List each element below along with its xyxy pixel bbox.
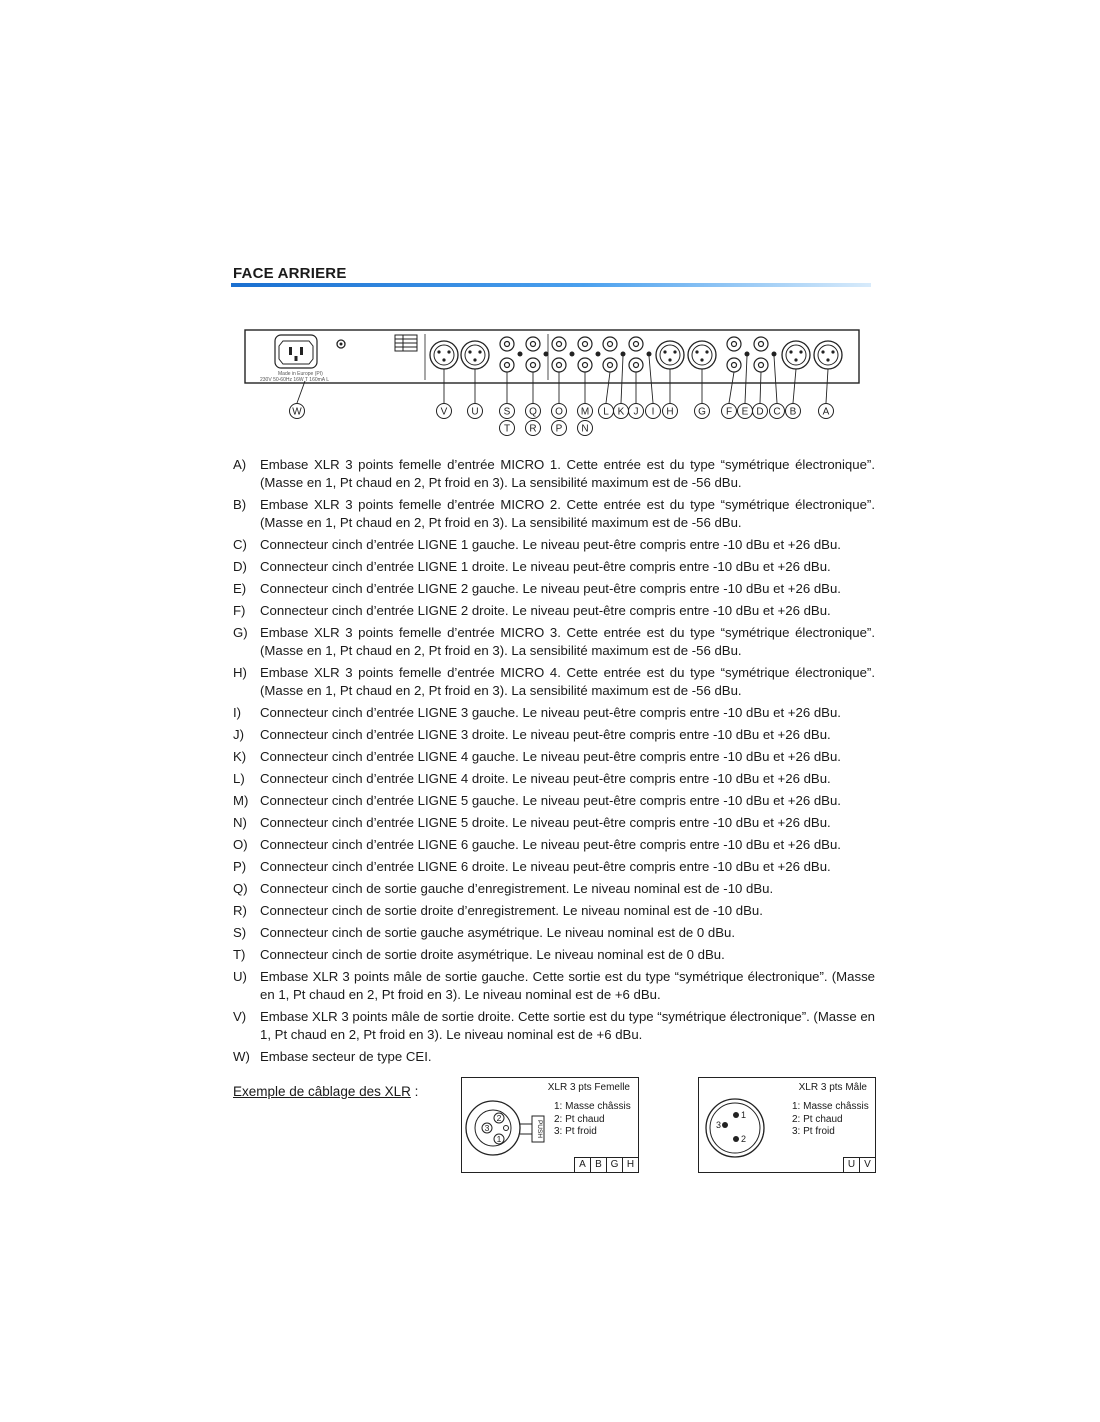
item-key: R): [233, 903, 247, 918]
ref-cell: H: [622, 1157, 638, 1172]
xlr-male-title: XLR 3 pts Mâle: [798, 1082, 867, 1093]
legend-item: 1: Masse châssis: [792, 1101, 869, 1112]
callout-b: B: [789, 406, 797, 418]
serial-label-icon: [395, 335, 417, 351]
item-key: I): [233, 705, 242, 720]
list-item: [233, 580, 875, 598]
callout-l: L: [603, 406, 609, 418]
xlr-female-connector-icon: [462, 1078, 552, 1172]
legend-item: 3: Pt froid: [554, 1126, 597, 1137]
callout-m: M: [580, 406, 590, 418]
list-item: [233, 748, 875, 766]
item-text: Embase XLR 3 points femelle d’entrée MICRO 1. Cette entrée est du type “symétrique électronique”. (Masse en 1, Pt chaud en 2, Pt froid en 3). La sensibilité maximum est de -56 dBu.: [260, 457, 875, 490]
xlr-input-h-icon: [656, 341, 684, 369]
item-key: Q): [233, 881, 248, 896]
item-key: P): [233, 859, 247, 874]
callout-t: T: [503, 423, 511, 435]
xlr-wiring-example-label: [233, 1084, 418, 1099]
item-text: Connecteur cinch de sortie droite d’enregistrement. Le niveau nominal est de -10 dBu.: [260, 903, 763, 918]
list-item: [233, 770, 875, 788]
item-text: Connecteur cinch d’entrée LIGNE 1 droite. Le niveau peut-être compris entre -10 dBu et +26 dBu.: [260, 559, 831, 574]
callout-f: F: [725, 406, 733, 418]
panel-small-text-1: Made in Europe (PI): [278, 371, 323, 377]
example-label-colon: :: [414, 1084, 419, 1099]
callout-c: C: [773, 406, 781, 418]
item-key: H): [233, 665, 247, 680]
list-item: [233, 968, 875, 1004]
female-pin-2: 2: [496, 1113, 502, 1123]
item-key: U): [233, 969, 247, 984]
ref-cell: U: [843, 1157, 859, 1172]
item-text: Embase secteur de type CEI.: [260, 1049, 432, 1064]
callout-d: D: [756, 406, 764, 418]
callout-q: Q: [529, 406, 537, 418]
item-key: V): [233, 1009, 247, 1024]
item-key: B): [233, 497, 247, 512]
item-text: Connecteur cinch de sortie gauche d’enregistrement. Le niveau nominal est de -10 dBu.: [260, 881, 774, 896]
list-item: [233, 858, 875, 876]
xlr-output-v-icon: [430, 341, 458, 369]
item-text: Connecteur cinch d’entrée LIGNE 5 gauche. Le niveau peut-être compris entre -10 dBu et +26 dBu.: [260, 793, 841, 808]
list-item: [233, 902, 875, 920]
ref-cell: B: [590, 1157, 606, 1172]
callout-v: V: [440, 406, 448, 418]
item-key: L): [233, 771, 245, 786]
callout-o: O: [555, 406, 563, 418]
xlr-input-b-icon: [782, 341, 810, 369]
female-pin-3: 3: [484, 1123, 490, 1133]
list-item: [233, 496, 875, 532]
list-item: [233, 704, 875, 722]
callout-j: J: [633, 406, 639, 418]
item-key: A): [233, 457, 247, 472]
item-text: Embase XLR 3 points femelle d’entrée MICRO 4. Cette entrée est du type “symétrique électronique”. (Masse en 1, Pt chaud en 2, Pt froid en 3). La sensibilité maximum est de -56 dBu.: [260, 665, 875, 698]
male-pin-2: 2: [741, 1134, 747, 1144]
item-text: Connecteur cinch d’entrée LIGNE 6 droite. Le niveau peut-être compris entre -10 dBu et +26 dBu.: [260, 859, 831, 874]
list-item: [233, 1008, 875, 1044]
callout-r: R: [529, 423, 537, 435]
xlr-male-box: [698, 1077, 876, 1173]
legend-item: 2: Pt chaud: [792, 1113, 843, 1125]
list-item: [233, 1048, 875, 1066]
item-text: Connecteur cinch d’entrée LIGNE 2 gauche. Le niveau peut-être compris entre -10 dBu et +26 dBu.: [260, 581, 841, 596]
section-title: FACE ARRIERE: [233, 265, 347, 282]
item-text: Connecteur cinch de sortie gauche asymétrique. Le niveau nominal est de 0 dBu.: [260, 925, 736, 940]
list-item: [233, 726, 875, 744]
list-item: [233, 664, 875, 700]
rear-panel-diagram: [240, 325, 865, 440]
item-text: Connecteur cinch d’entrée LIGNE 3 droite. Le niveau peut-être compris entre -10 dBu et +26 dBu.: [260, 727, 831, 742]
list-item: [233, 456, 875, 492]
xlr-output-u-icon: [461, 341, 489, 369]
ref-cell: A: [574, 1157, 590, 1172]
item-text: Embase XLR 3 points mâle de sortie gauche. Cette sortie est du type “symétrique électronique”. (Masse en 1, Pt chaud en 2, Pt froid en 3). Le niveau nominal est de +6 dBu.: [260, 969, 875, 1002]
item-key: D): [233, 559, 247, 574]
title-underline: [231, 283, 871, 287]
item-key: K): [233, 749, 247, 764]
list-item: [233, 880, 875, 898]
xlr-female-title: XLR 3 pts Femelle: [547, 1082, 630, 1093]
connector-description-list: [233, 456, 875, 1070]
callout-k: K: [617, 406, 625, 418]
item-text: Connecteur cinch d’entrée LIGNE 1 gauche. Le niveau peut-être compris entre -10 dBu et +26 dBu.: [260, 537, 841, 552]
list-item: [233, 792, 875, 810]
list-item: [233, 836, 875, 854]
xlr-male-ref-cells: [843, 1157, 875, 1172]
xlr-female-box: [461, 1077, 639, 1173]
callout-g: G: [698, 406, 706, 418]
list-item: [233, 946, 875, 964]
callout-s: S: [503, 406, 511, 418]
ref-cell: G: [606, 1157, 622, 1172]
ref-cell: V: [859, 1157, 875, 1172]
item-text: Embase XLR 3 points femelle d’entrée MICRO 2. Cette entrée est du type “symétrique électronique”. (Masse en 1, Pt chaud en 2, Pt froid en 3). La sensibilité maximum est de -56 dBu.: [260, 497, 875, 530]
xlr-male-legend: [792, 1101, 869, 1139]
item-key: W): [233, 1049, 250, 1064]
push-label: PUSH: [536, 1119, 543, 1139]
legend-item: 1: Masse châssis: [554, 1101, 631, 1112]
callout-e: E: [741, 406, 749, 418]
list-item: [233, 602, 875, 620]
item-text: Connecteur cinch d’entrée LIGNE 3 gauche. Le niveau peut-être compris entre -10 dBu et +26 dBu.: [260, 705, 841, 720]
legend-item: 2: Pt chaud: [554, 1113, 605, 1125]
iec-inlet-icon: [275, 335, 317, 368]
list-item: [233, 924, 875, 942]
callout-p: P: [555, 423, 563, 435]
item-key: G): [233, 625, 248, 640]
item-text: Connecteur cinch d’entrée LIGNE 2 droite. Le niveau peut-être compris entre -10 dBu et +26 dBu.: [260, 603, 831, 618]
item-key: S): [233, 925, 247, 940]
list-item: [233, 558, 875, 576]
item-key: J): [233, 727, 244, 742]
item-text: Connecteur cinch d’entrée LIGNE 4 droite. Le niveau peut-être compris entre -10 dBu et +26 dBu.: [260, 771, 831, 786]
item-key: C): [233, 537, 247, 552]
male-pin-3: 3: [716, 1120, 722, 1130]
item-text: Embase XLR 3 points femelle d’entrée MICRO 3. Cette entrée est du type “symétrique électronique”. (Masse en 1, Pt chaud en 2, Pt froid en 3). La sensibilité maximum est de -56 dBu.: [260, 625, 875, 658]
callout-i: I: [651, 406, 655, 418]
legend-item: 3: Pt froid: [792, 1126, 835, 1137]
xlr-input-a-icon: [814, 341, 842, 369]
example-label-text: Exemple de câblage des XLR: [233, 1084, 411, 1099]
xlr-female-ref-cells: [574, 1157, 638, 1172]
callout-a: A: [822, 406, 830, 418]
item-key: N): [233, 815, 247, 830]
list-item: [233, 814, 875, 832]
item-key: F): [233, 603, 246, 618]
item-key: M): [233, 793, 249, 808]
list-item: [233, 536, 875, 554]
panel-small-text-2: 230V 50-60Hz 16W T 160mA L: [260, 377, 330, 383]
callout-n: N: [581, 423, 589, 435]
item-text: Connecteur cinch d’entrée LIGNE 5 droite. Le niveau peut-être compris entre -10 dBu et +26 dBu.: [260, 815, 831, 830]
callout-w: W: [292, 406, 302, 418]
xlr-male-connector-icon: [699, 1078, 789, 1172]
callout-h: H: [666, 406, 674, 418]
list-item: [233, 624, 875, 660]
item-text: Connecteur cinch d’entrée LIGNE 6 gauche. Le niveau peut-être compris entre -10 dBu et +26 dBu.: [260, 837, 841, 852]
female-pin-1: 1: [496, 1134, 502, 1144]
item-key: E): [233, 581, 247, 596]
male-pin-1: 1: [741, 1110, 747, 1120]
item-text: Connecteur cinch de sortie droite asymétrique. Le niveau nominal est de 0 dBu.: [260, 947, 725, 962]
item-text: Connecteur cinch d’entrée LIGNE 4 gauche. Le niveau peut-être compris entre -10 dBu et +26 dBu.: [260, 749, 841, 764]
callout-u: U: [471, 406, 479, 418]
xlr-input-g-icon: [688, 341, 716, 369]
item-text: Embase XLR 3 points mâle de sortie droite. Cette sortie est du type “symétrique électronique”. (Masse en 1, Pt chaud en 2, Pt froid en 3). Le niveau nominal est de +6 dBu.: [260, 1009, 875, 1042]
xlr-female-legend: [554, 1101, 631, 1139]
item-key: O): [233, 837, 248, 852]
item-key: T): [233, 947, 246, 962]
